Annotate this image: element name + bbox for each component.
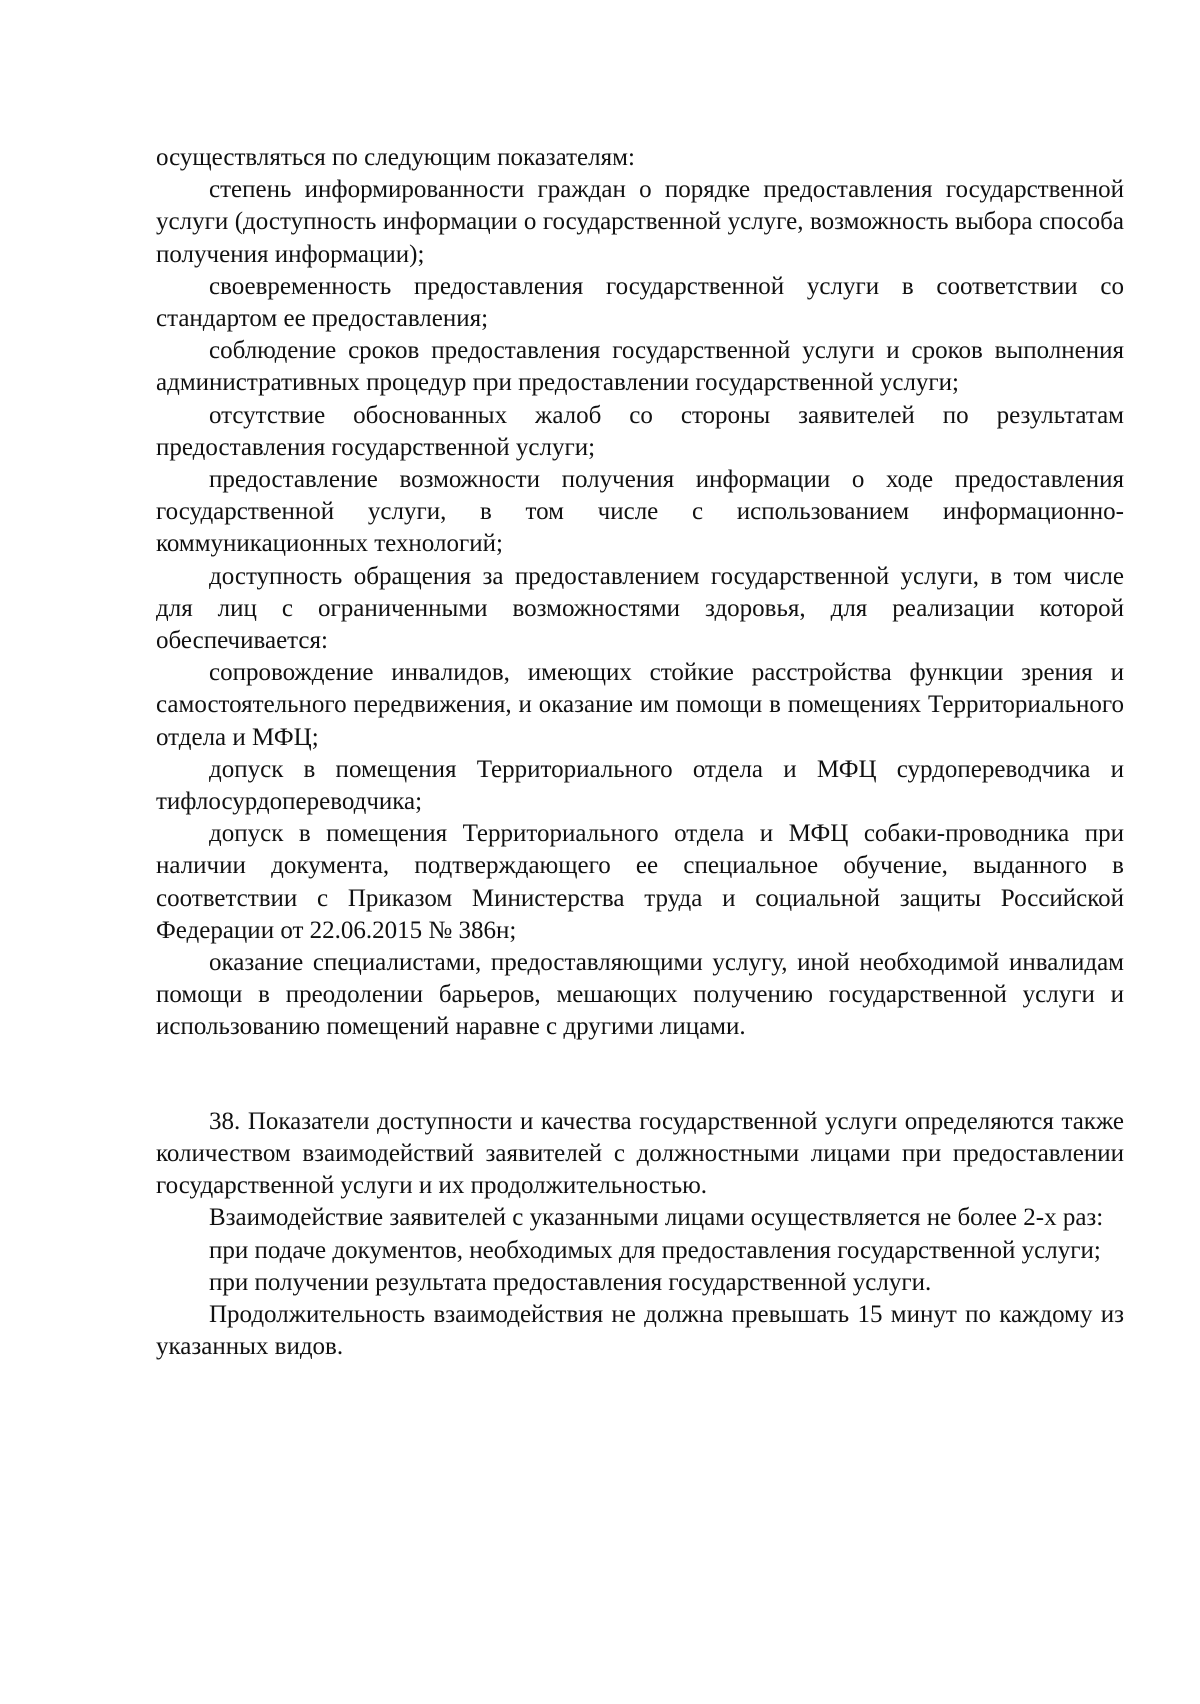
document-body [156,142,1124,1363]
section-spacer [156,1044,1124,1106]
paragraph: своевременность предоставления государственной услуги в соответствии со стандартом ее предоставления; [156,272,1124,333]
paragraph: отсутствие обоснованных жалоб со стороны заявителей по результатам предоставления государственной услуги; [156,401,1124,461]
paragraph: степень информированности граждан о порядке предоставления государственной услуги (доступность информации о государственной услуге, возможность выбора способа получения информации); [156,176,1124,268]
paragraph: допуск в помещения Территориального отдела и МФЦ сурдопереводчика и тифлосурдопереводчика; [156,755,1124,816]
paragraph: Продолжительность взаимодействия не должна превышать 15 минут по каждому из указанных видов. [156,1300,1124,1361]
paragraph: допуск в помещения Территориального отдела и МФЦ собаки-проводника при наличии документа, подтверждающего ее специальное обучение, выданного в соответствии с Приказом Министерства труда и социальной защиты Российской Федерации от 22.06.2015 № 386н; [156,820,1124,944]
paragraph: предоставление возможности получения информации о ходе предоставления государственной услуги, в том числе с использованием информационно-коммуникационных технологий; [156,466,1124,558]
paragraph: оказание специалистами, предоставляющими услугу, иной необходимой инвалидам помощи в преодолении барьеров, мешающих получению государственной услуги и использованию помещений наравне с другими лицами. [156,949,1124,1041]
paragraph: соблюдение сроков предоставления государственной услуги и сроков выполнения административных процедур при предоставлении государственной услуги; [156,337,1124,397]
paragraph: при получении результата предоставления государственной услуги. [209,1268,932,1296]
paragraph-item-38: 38. Показатели доступности и качества государственной услуги определяются также количеством взаимодействий заявителей с должностными лицами при предоставлении государственной услуги и их продолжительностью. [156,1107,1124,1200]
paragraph: доступность обращения за предоставлением государственной услуги, в том числе для лиц с ограниченными возможностями здоровья, для реализации которой обеспечивается: [156,562,1124,655]
paragraph: сопровождение инвалидов, имеющих стойкие расстройства функции зрения и самостоятельного передвижения, и оказание им помощи в помещениях Территориального отдела и МФЦ; [156,659,1124,751]
paragraph: при подаче документов, необходимых для предоставления государственной услуги; [209,1236,1101,1264]
paragraph: осуществляться по следующим показателям: [156,144,635,171]
paragraph: Взаимодействие заявителей с указанными лицами осуществляется не более 2-х раз: [209,1204,1104,1232]
